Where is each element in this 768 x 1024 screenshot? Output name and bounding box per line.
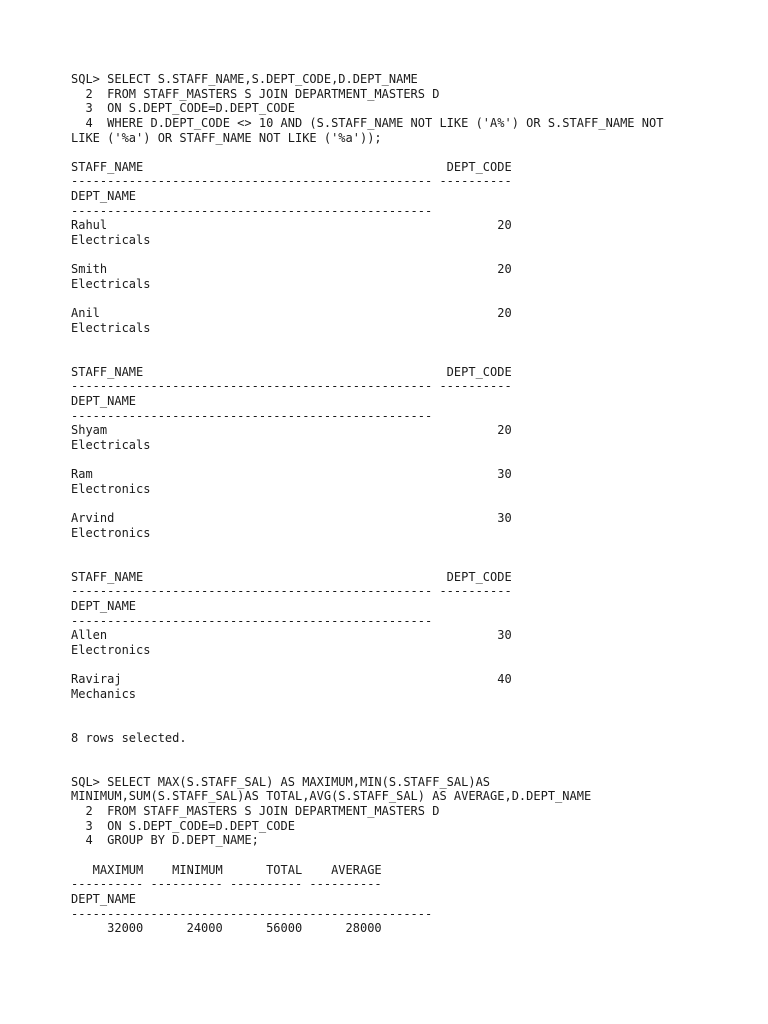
console-line: Raviraj 40 (71, 672, 512, 687)
console-line: 4 GROUP BY D.DEPT_NAME; (71, 833, 259, 848)
console-line (71, 248, 663, 263)
console-line: -------------------------------------------------- ---------- (71, 379, 512, 394)
console-line: DEPT_NAME (71, 891, 137, 906)
console-line: 2 FROM STAFF_MASTERS S JOIN DEPARTMENT_MASTERS D (71, 86, 440, 101)
console-line: 3 ON S.DEPT_CODE=D.DEPT_CODE (71, 818, 295, 833)
console-line: DEPT_NAME (71, 599, 137, 614)
console-line: STAFF_NAME DEPT_CODE (71, 364, 512, 379)
console-line: MAXIMUM MINIMUM TOTAL AVERAGE (71, 862, 382, 877)
console-line: Electronics (71, 642, 151, 657)
console-line: Electricals (71, 233, 151, 248)
console-line (71, 716, 663, 731)
console-line: Electronics (71, 525, 151, 540)
console-line: 8 rows selected. (71, 730, 187, 745)
console-line (71, 497, 663, 512)
console-line (71, 745, 663, 760)
sql-console-output (71, 72, 663, 936)
console-line (71, 555, 663, 570)
console-line: MINIMUM,SUM(S.STAFF_SAL)AS TOTAL,AVG(S.STAFF_SAL) AS AVERAGE,D.DEPT_NAME (71, 789, 592, 804)
console-line: -------------------------------------------------- ---------- (71, 174, 512, 189)
console-line: STAFF_NAME DEPT_CODE (71, 569, 512, 584)
console-line: 3 ON S.DEPT_CODE=D.DEPT_CODE (71, 101, 295, 116)
console-line (71, 702, 663, 717)
console-line: Electronics (71, 481, 151, 496)
console-line (71, 336, 663, 351)
console-line (71, 541, 663, 556)
console-line (71, 658, 663, 673)
console-line (71, 760, 663, 775)
console-line: DEPT_NAME (71, 394, 137, 409)
console-line: Electricals (71, 438, 151, 453)
console-line: SQL> SELECT MAX(S.STAFF_SAL) AS MAXIMUM,MIN(S.STAFF_SAL)AS (71, 774, 491, 789)
console-line: Rahul 20 (71, 218, 512, 233)
console-line: DEPT_NAME (71, 189, 137, 204)
console-line: SQL> SELECT S.STAFF_NAME,S.DEPT_CODE,D.DEPT_NAME (71, 72, 418, 86)
console-line: Allen 30 (71, 628, 512, 643)
console-line: Smith 20 (71, 262, 512, 277)
console-line: 32000 24000 56000 28000 (71, 921, 382, 936)
console-line: -------------------------------------------------- ---------- (71, 584, 512, 599)
console-line: 2 FROM STAFF_MASTERS S JOIN DEPARTMENT_MASTERS D (71, 804, 440, 819)
console-line: -------------------------------------------------- (71, 906, 433, 921)
console-line (71, 453, 663, 468)
console-line: ---------- ---------- ---------- ---------- (71, 877, 382, 892)
console-line: Shyam 20 (71, 423, 512, 438)
console-line: -------------------------------------------------- (71, 408, 433, 423)
console-line: Electricals (71, 276, 151, 291)
console-line: Anil 20 (71, 306, 512, 321)
console-line: -------------------------------------------------- (71, 203, 433, 218)
console-line (71, 848, 663, 863)
console-line (71, 292, 663, 307)
console-line: Electricals (71, 320, 151, 335)
console-line: -------------------------------------------------- (71, 613, 433, 628)
console-line: Ram 30 (71, 467, 512, 482)
console-line: Arvind 30 (71, 511, 512, 526)
console-line: STAFF_NAME DEPT_CODE (71, 159, 512, 174)
console-line (71, 145, 663, 160)
console-line: LIKE ('%a') OR STAFF_NAME NOT LIKE ('%a')); (71, 130, 382, 145)
console-line: 4 WHERE D.DEPT_CODE <> 10 AND (S.STAFF_NAME NOT LIKE ('A%') OR S.STAFF_NAME NOT (71, 115, 664, 130)
console-line: Mechanics (71, 686, 137, 701)
console-line (71, 350, 663, 365)
